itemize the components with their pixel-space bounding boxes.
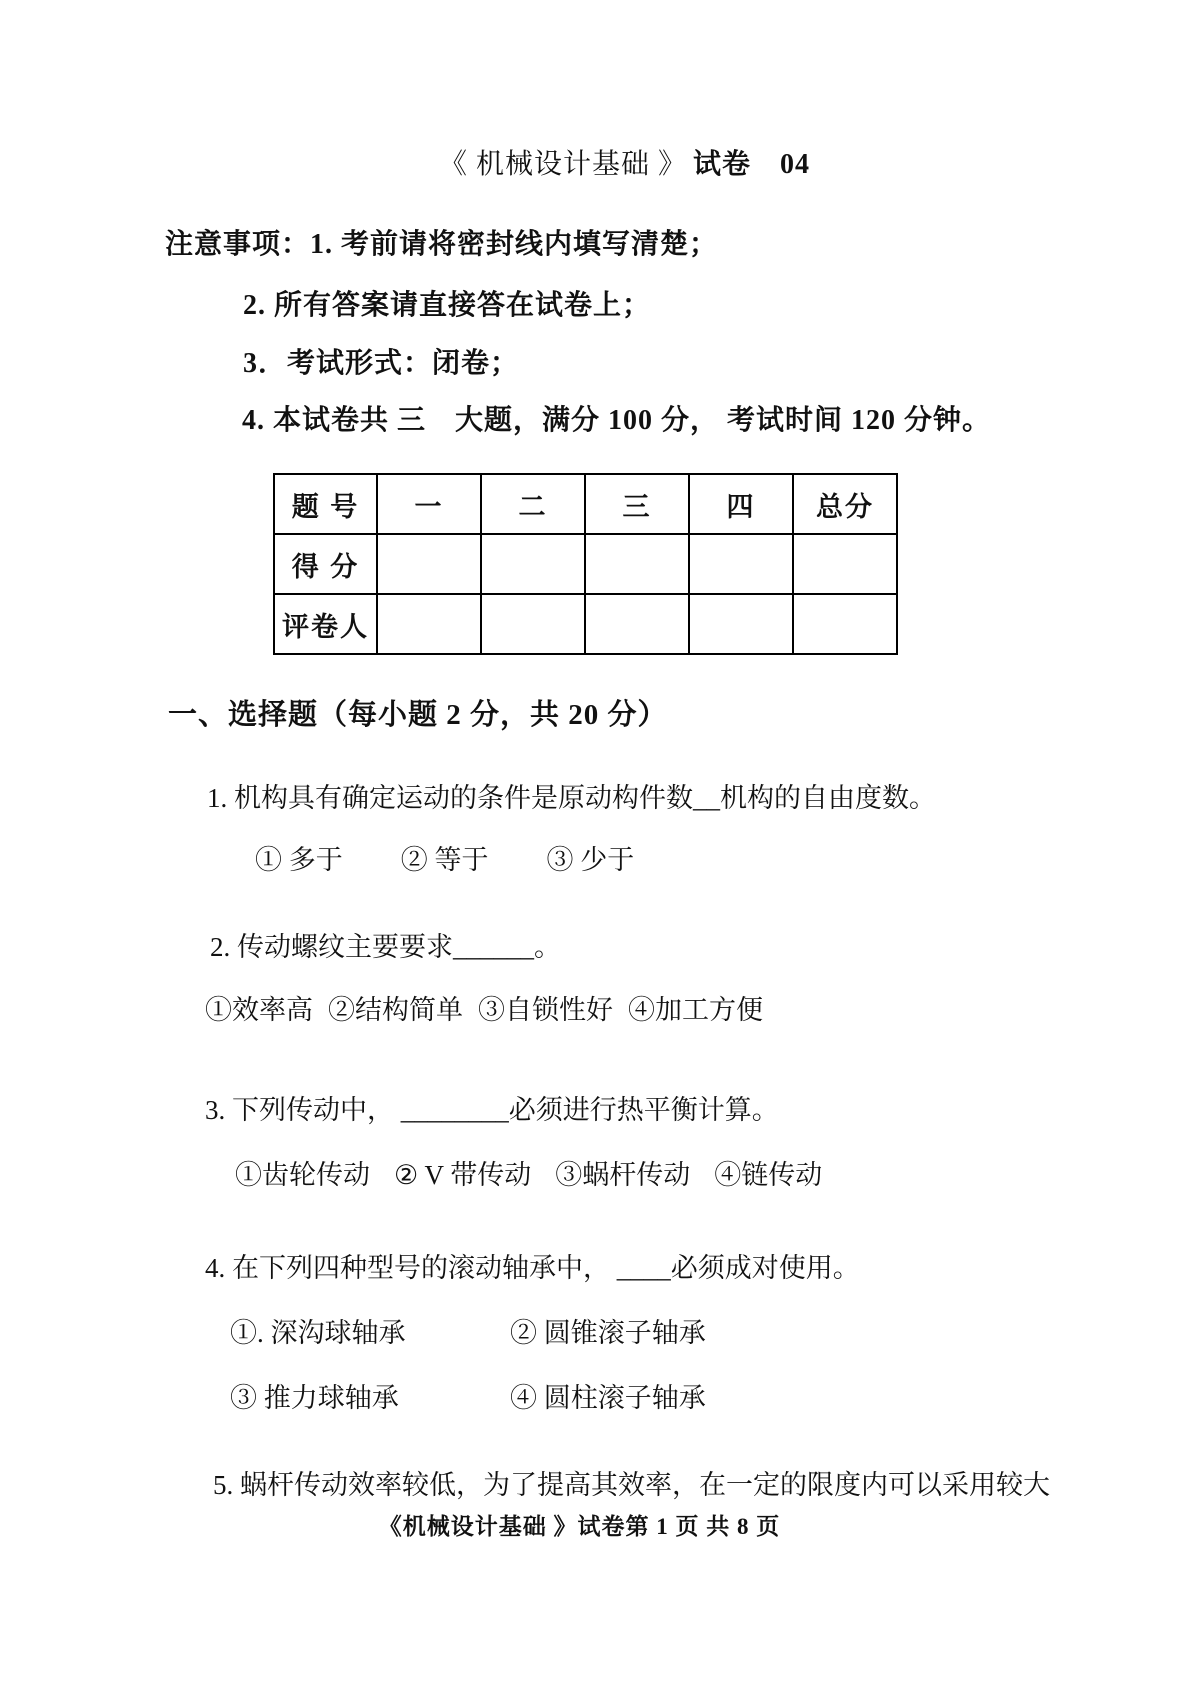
score-table-header-cell: 二 — [481, 474, 585, 534]
score-table-header-row — [274, 474, 897, 534]
score-table-header-cell: 总分 — [793, 474, 897, 534]
grader-cell — [377, 594, 481, 654]
score-table-header-cell: 四 — [689, 474, 793, 534]
score-cell — [481, 534, 585, 594]
page-footer: 《机械设计基础 》试卷第 1 页 共 8 页 — [378, 1514, 781, 1539]
question-4-option-1: ①. 深沟球轴承 — [230, 1318, 406, 1348]
score-cell — [689, 534, 793, 594]
question-3-option-2: ② V 带传动 — [394, 1160, 532, 1190]
question-3-options — [235, 1153, 822, 1192]
grader-cell — [585, 594, 689, 654]
grader-row-label: 评卷人 — [274, 594, 377, 654]
score-row-label: 得 分 — [274, 534, 377, 594]
question-2-option-3: ③自锁性好 — [478, 995, 613, 1025]
section-1-heading: 一、选择题（每小题 2 分，共 20 分） — [168, 699, 668, 731]
question-2-option-1: ①效率高 — [205, 995, 313, 1025]
score-table-header-cell: 一 — [377, 474, 481, 534]
score-cell — [377, 534, 481, 594]
question-2-options — [205, 988, 763, 1027]
question-4-option-3: ③ 推力球轴承 — [230, 1383, 399, 1413]
score-table-header-cell: 三 — [585, 474, 689, 534]
question-2-option-4: ④加工方便 — [628, 995, 763, 1025]
notice-line-2: 2. 所有答案请直接答在试卷上； — [243, 290, 652, 321]
question-3-option-3: ③蜗杆传动 — [555, 1160, 691, 1190]
question-1-option-1: ① 多于 — [255, 845, 343, 875]
question-3-text: 3. 下列传动中， ________必须进行热平衡计算。 — [205, 1095, 779, 1125]
question-4-option-4: ④ 圆柱滚子轴承 — [510, 1383, 706, 1413]
score-cell — [793, 534, 897, 594]
question-2-option-2: ②结构简单 — [328, 995, 463, 1025]
question-2-text: 2. 传动螺纹主要要求______。 — [210, 932, 561, 962]
grader-cell — [689, 594, 793, 654]
question-3-option-4: ④链传动 — [714, 1160, 823, 1190]
score-table — [273, 473, 898, 655]
notice-line-3: 3．考试形式：闭卷； — [243, 348, 520, 379]
page-title-rest: 试卷 04 — [693, 149, 811, 180]
notice-line-1: 注意事项：1. 考前请将密封线内填写清楚； — [165, 229, 719, 260]
grader-cell — [481, 594, 585, 654]
page-title — [30, 142, 1189, 182]
question-5-text: 5. 蜗杆传动效率较低，为了提高其效率，在一定的限度内可以采用较大 — [213, 1470, 1050, 1500]
question-4-options — [230, 1311, 706, 1415]
question-1-options — [255, 838, 634, 877]
question-1-option-3: ③ 少于 — [546, 845, 635, 875]
grader-cell — [793, 594, 897, 654]
score-table-score-row — [274, 534, 897, 594]
notice-line-4: 4. 本试卷共 三 大题，满分 100 分， 考试时间 120 分钟。 — [242, 405, 992, 436]
question-1-text: 1. 机构具有确定运动的条件是原动构件数__机构的自由度数。 — [207, 783, 936, 813]
score-table-header-cell: 题 号 — [274, 474, 377, 534]
question-4-text: 4. 在下列四种型号的滚动轴承中， ____必须成对使用。 — [205, 1253, 860, 1283]
question-4-option-2: ② 圆锥滚子轴承 — [510, 1318, 706, 1348]
question-3-option-1: ①齿轮传动 — [235, 1160, 370, 1190]
page-title-book: 《 机械设计基础 》 — [438, 149, 687, 180]
score-table-grader-row — [274, 594, 897, 654]
question-1-option-2: ② 等于 — [400, 845, 489, 875]
score-cell — [585, 534, 689, 594]
